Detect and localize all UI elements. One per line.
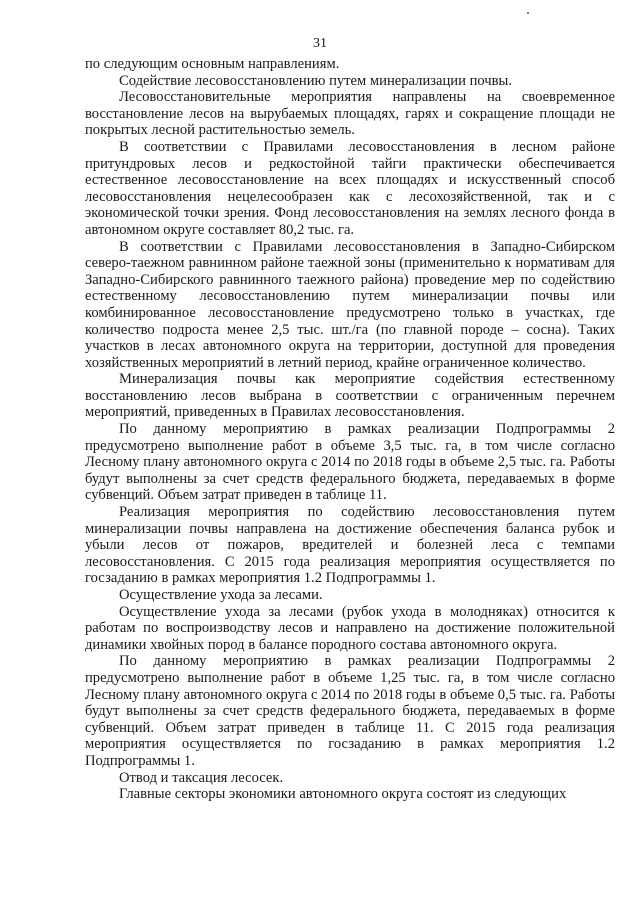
paragraph: Осуществление ухода за лесами (рубок ухода в молодняках) относится к работам по воспроизводству лесов и направлено на достижение положительной динамики хвойных пород в балансе породного состава автономного округа. [85, 603, 615, 653]
paragraph: по следующим основным направлениям. [85, 56, 340, 72]
page-number: 31 [313, 36, 327, 51]
paragraph: Содействие лесовосстановлению путем минерализации почвы. [119, 72, 512, 89]
paragraph: По данному мероприятию в рамках реализации Подпрограммы 2 предусмотрено выполнение работ в объеме 3,5 тыс. га, в том числе согласно Лесному плану автономного округа с 2014 по 2018 годы в объеме 2,5 тыс. га. Работы будут выполнены за счет средств федерального бюджета, передаваемых в форме субвенций. Объем затрат приведен в таблице 11. [85, 421, 615, 504]
paragraph: Минерализация почвы как мероприятие содействия естественному восстановлению лесов выбрана в соответствии с ограниченным перечнем мероприятий, приведенных в Правилах лесовосстановления. [85, 371, 615, 421]
scan-speck [527, 12, 529, 14]
paragraph: В соответствии с Правилами лесовосстановления в Западно-Сибирском северо-таежном равнинном районе таежной зоны (применительно к нормативам для Западно-Сибирского равнинного таежного района) проведение мер по содействию естественному лесовосстановлению путем минерализации почвы или комбинированное лесовосстановление предусмотрено только в участках, где количество подроста менее 2,5 тыс. шт./га (по главной породе – сосна). Таких участков в лесах автономного округа на территории, доступной для проведения хозяйственных мероприятий в летний период, крайне ограниченное количество. [85, 238, 615, 371]
paragraph: Реализация мероприятия по содействию лесовосстановления путем минерализации почвы направлена на достижение обеспечения баланса рубок и убыли лесов от пожаров, вредителей и болезней леса с темпами лесовосстановления. С 2015 года реализация мероприятия осуществляется по госзаданию в рамках мероприятия 1.2 Подпрограммы 1. [85, 504, 615, 587]
body-text [85, 56, 615, 803]
paragraph: В соответствии с Правилами лесовосстановления в лесном районе притундровых лесов и редкостойной тайги практически обеспечивается естественное лесовосстановление на всех площадях и искусственный способ лесовосстановления нецелесообразен как с лесохозяйственной, так и с экономической точки зрения. Фонд лесовосстановления на землях лесного фонда в автономном округе составляет 80,2 тыс. га. [85, 138, 615, 238]
paragraph: Главные секторы экономики автономного округа состоят из следующих [119, 786, 567, 803]
paragraph: По данному мероприятию в рамках реализации Подпрограммы 2 предусмотрено выполнение работ в объеме 1,25 тыс. га, в том числе согласно Лесному плану автономного округа с 2014 по 2018 годы в объеме 0,5 тыс. га. Работы будут выполнены за счет средств федерального бюджета, передаваемых в форме субвенций. Объем затрат приведен в таблице 11. С 2015 года реализация мероприятия осуществляется по госзаданию в рамках мероприятия 1.2 Подпрограммы 1. [85, 653, 615, 769]
paragraph: Отвод и таксация лесосек. [119, 769, 284, 786]
paragraph: Лесовосстановительные мероприятия направлены на своевременное восстановление лесов на вырубаемых площадях, гарях и сокращение площади не покрытых лесной растительностью земель. [85, 89, 615, 139]
paragraph: Осуществление ухода за лесами. [119, 587, 323, 603]
